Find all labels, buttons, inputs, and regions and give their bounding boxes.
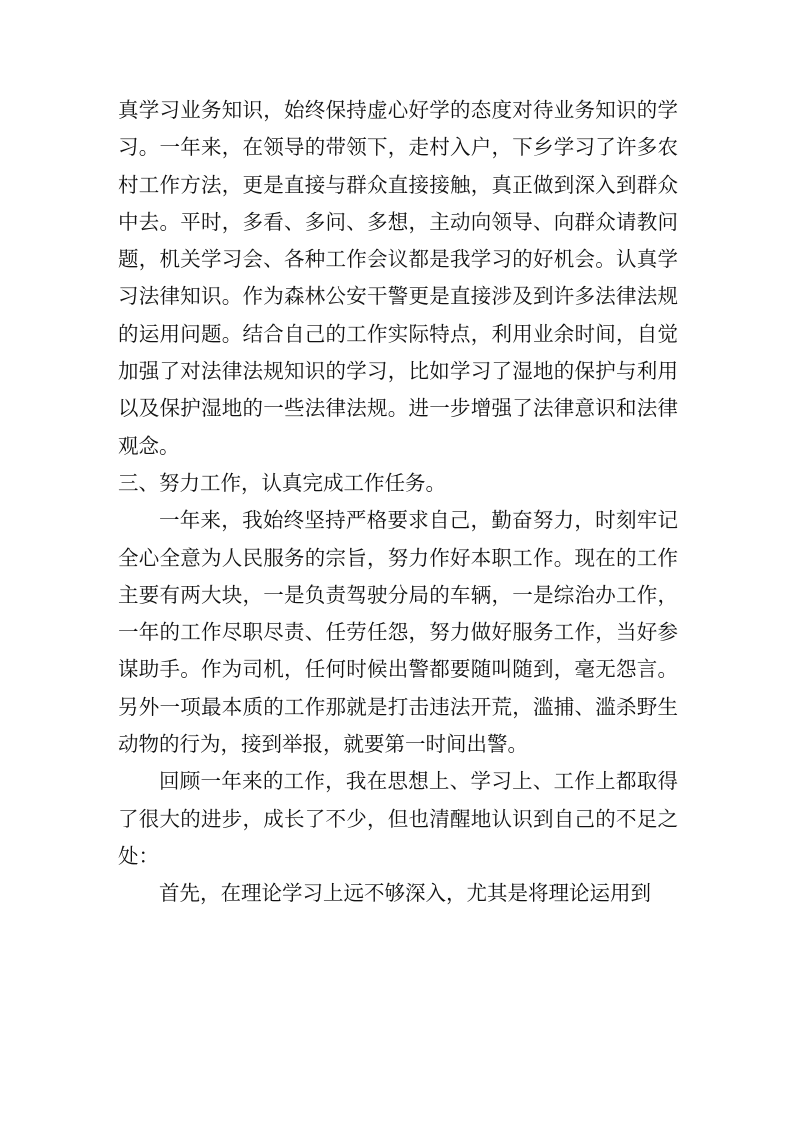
paragraph-work-duties: 一年来，我始终坚持严格要求自己，勤奋努力，时刻牢记全心全意为人民服务的宗旨，努力作好本职工作。现在的工作主要有两大块，一是负责驾驶分局的车辆，一是综治办工作，一年的工作尽职尽责、任劳任怨，努力做好服务工作，当好参谋助手。作为司机，任何时候出警都要随叫随到，毫无怨言。另外一项最本质的工作那就是打击违法开荒，滥捕、滥杀野生动物的行为，接到举报，就要第一时间出警。	[118, 508, 678, 757]
section-heading: 三、努力工作，认真完成工作任务。	[118, 470, 446, 495]
paragraph-review: 回顾一年来的工作，我在思想上、学习上、工作上都取得了很大的进步，成长了不少，但也清醒地认识到自己的不足之处：	[118, 769, 678, 868]
document-body	[118, 92, 678, 913]
paragraph-continuation: 真学习业务知识，始终保持虚心好学的态度对待业务知识的学习。一年来，在领导的带领下，走村入户，下乡学习了许多农村工作方法，更是直接与群众直接接触，真正做到深入到群众中去。平时，多看、多问、多想，主动向领导、向群众请教问题，机关学习会、各种工作会议都是我学习的好机会。认真学习法律知识。作为森林公安干警更是直接涉及到许多法律法规的运用问题。结合自己的工作实际特点，利用业余时间，自觉加强了对法律法规知识的学习，比如学习了湿地的保护与利用以及保护湿地的一些法律法规。进一步增强了法律意识和法律观念。	[118, 98, 678, 458]
paragraph-shortcomings: 首先，在理论学习上远不够深入，尤其是将理论运用到	[159, 881, 651, 906]
